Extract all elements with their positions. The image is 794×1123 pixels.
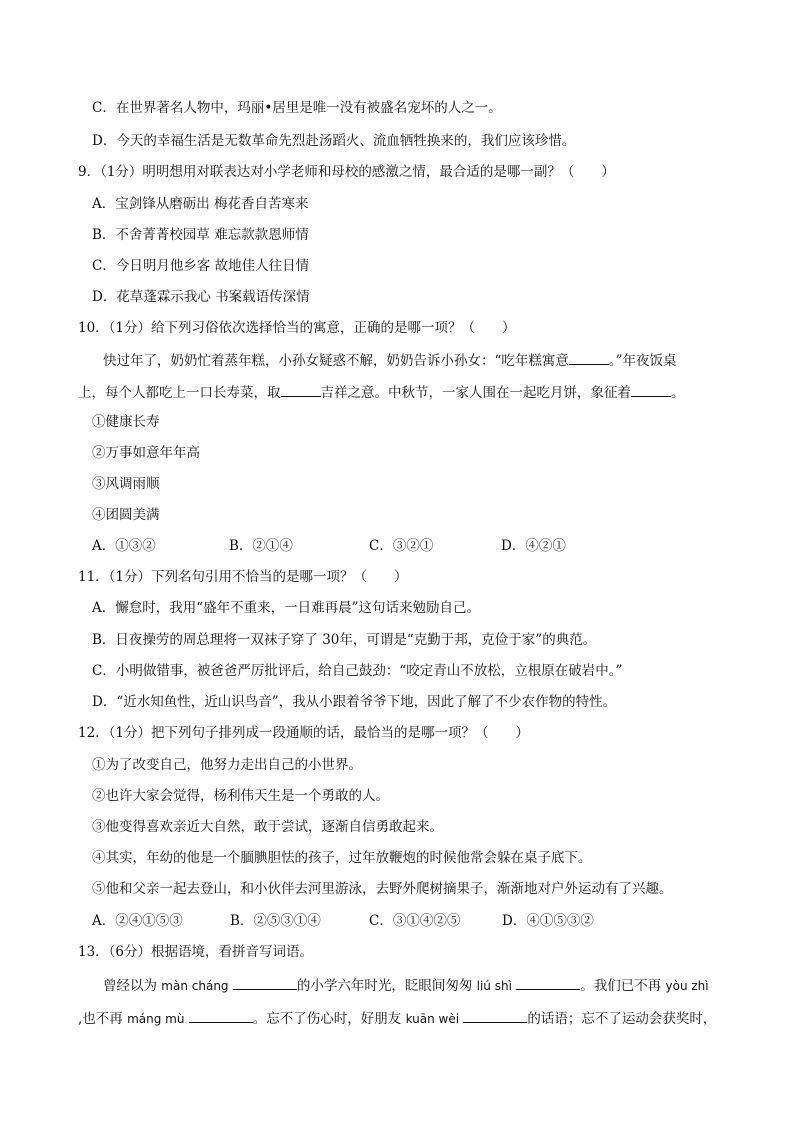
q10-passage-text: 吉祥之意。中秋节，一家人围在一起吃月饼，象征着 [320,385,631,401]
answer-blank[interactable] [631,382,671,397]
q10-passage-text: 。 [671,385,685,401]
answer-blank[interactable] [516,975,580,990]
q12-sentence-3: ③他变得喜欢亲近大自然，敢于尝试，逐渐自信勇敢起来。 [92,819,443,835]
q12-option-c[interactable]: C．③①④②⑤ [369,913,461,929]
q10-passage-line-2 [78,382,685,403]
q13-passage-text: 的话语；忘不了运动会获奖时， [527,1011,717,1027]
pinyin-prompt: liú shì [476,979,512,993]
q12-options [92,911,594,931]
pinyin-prompt: máng mù [127,1012,185,1026]
q12-sentence-2: ②也许大家会觉得，杨利伟天生是一个勇敢的人。 [92,788,389,804]
q10-stem: 10．（1分）给下列习俗依次选择恰当的寓意，正确的是哪一项？（ ） [78,320,516,336]
q13-stem: 13．（6分）根据语境，看拼音写词语。 [78,944,314,960]
q10-option-a[interactable]: A．①③② [92,538,156,554]
q10-passage-text: 快过年了，奶奶忙着蒸年糕，小孙女疑惑不解，奶奶告诉小孙女：“吃年糕寓意 [103,353,569,369]
q11-option-a: A．懈怠时，我用“盛年不重来，一日难再晨”这句话来勉励自己。 [92,600,481,616]
q10-item-3: ③风调雨顺 [92,476,160,492]
q13-passage-text: 曾经以为 [103,978,157,994]
q10-passage-text: 。”年夜饭桌 [608,353,677,369]
q9-option-d: D．花草蓬霖示我心 书案载语传深情 [92,289,310,305]
q10-item-4: ④团圆美满 [92,507,160,523]
q10-passage-text: 上，每个人都吃上一口长寿菜，取 [78,385,281,401]
answer-blank[interactable] [463,1008,527,1023]
answer-blank[interactable] [189,1008,253,1023]
q8-option-c: C．在世界著名人物中，玛丽•居里是唯一没有被盛名宠坏的人之一。 [92,100,502,116]
q10-option-b[interactable]: B．②①④ [229,538,293,554]
q9-option-c: C．今日明月他乡客 故地佳人往日情 [92,258,310,274]
q13-passage-line-1 [103,975,709,996]
q12-option-b[interactable]: B．②⑤③①④ [230,913,321,929]
q11-option-c: C．小明做错事，被爸爸严厉批评后，给自己鼓劲：“咬定青山不放松，立根原在破岩中。” [92,663,623,679]
q13-passage-text: 。我们已不再 [580,978,662,994]
q10-options [92,536,566,556]
q13-passage-text: ,也不再 [78,1011,123,1027]
q12-stem: 12．（1分）把下列句子排列成一段通顺的话，最恰当的是哪一项？（ ） [78,725,530,741]
q9-option-a: A．宝剑锋从磨砺出 梅花香自苦寒来 [92,196,309,212]
q13-passage-text: 的小学六年时光，眨眼间匆匆 [296,978,473,994]
q12-sentence-4: ④其实，年幼的他是一个腼腆胆怯的孩子，过年放鞭炮的时候他常会躲在桌子底下。 [92,850,592,866]
pinyin-prompt: màn cháng [161,979,229,993]
answer-blank[interactable] [569,350,609,365]
q13-passage-text: 。忘不了伤心时，好朋友 [252,1011,402,1027]
q11-stem: 11．（1分）下列名句引用不恰当的是哪一项？（ ） [78,569,408,585]
q10-passage-line-1 [103,350,677,371]
q10-option-d[interactable]: D．④②① [501,538,566,554]
q11-option-d: D．“近水知鱼性，近山识鸟音”，我从小跟着爷爷下地，因此了解了不少农作物的特性。 [92,694,617,710]
q10-option-c[interactable]: C．③②① [369,538,434,554]
q10-item-1: ①健康长寿 [92,414,160,430]
q9-stem: 9．（1分）明明想用对联表达对小学老师和母校的感激之情，最合适的是哪一副？（ ） [78,164,615,180]
answer-blank[interactable] [281,382,321,397]
pinyin-prompt: yòu zhì [665,979,709,993]
pinyin-prompt: kuān wèi [405,1012,460,1026]
q12-option-d[interactable]: D．④①⑤③② [502,913,594,929]
q12-option-a[interactable]: A．②④①⑤③ [92,913,183,929]
q8-option-d: D．今天的幸福生活是无数革命先烈赴汤蹈火、流血牺牲换来的，我们应该珍惜。 [92,133,576,149]
q13-passage-line-2 [78,1008,716,1029]
q9-option-b: B．不舍菁菁校园草 难忘款款恩师情 [92,227,309,243]
q10-item-2: ②万事如意年年高 [92,445,200,461]
q11-option-b: B．日夜操劳的周总理将一双袜子穿了 30年，可谓是“克勤于邦，克俭于家”的典范。 [92,632,597,648]
q12-sentence-1: ①为了改变自己，他努力走出自己的小世界。 [92,757,362,773]
answer-blank[interactable] [233,975,297,990]
q12-sentence-5: ⑤他和父亲一起去登山，和小伙伴去河里游泳，去野外爬树摘果子，渐渐地对户外运动有了兴趣。 [92,881,673,897]
